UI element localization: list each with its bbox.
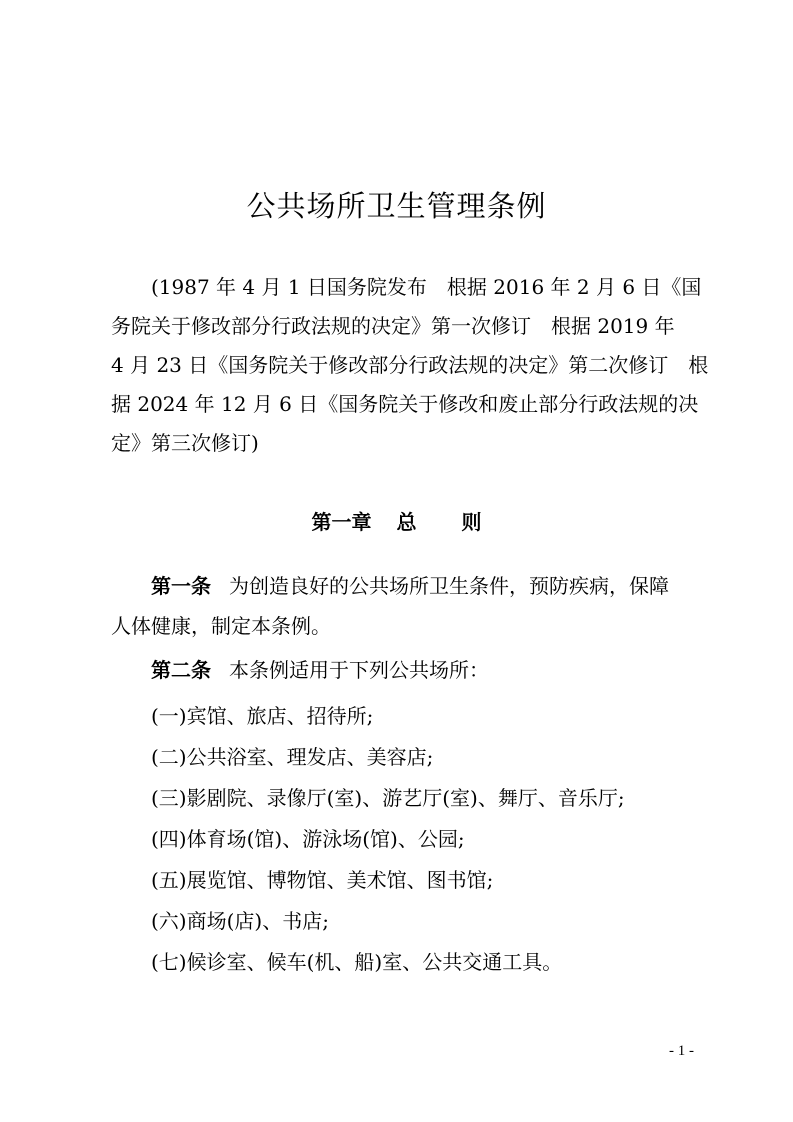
revision-history	[111, 268, 709, 463]
article-text: 本条例适用于下列公共场所：	[229, 658, 489, 682]
history-line: 务院关于修改部分行政法规的决定》第一次修订 根据 2019 年	[111, 314, 675, 338]
history-line: 4 月 23 日《国务院关于修改部分行政法规的决定》第二次修订 根	[111, 353, 709, 377]
article-text: 人体健康，制定本条例。	[111, 614, 331, 638]
chapter-heading	[0, 506, 793, 535]
list-item: (一)宾馆、旅店、招待所;	[151, 704, 374, 728]
history-line: (1987 年 4 月 1 日国务院发布 根据 2016 年 2 月 6 日《国	[151, 275, 702, 299]
list-item: (六)商场(店)、书店;	[151, 909, 329, 933]
history-line: 据 2024 年 12 月 6 日《国务院关于修改和废止部分行政法规的决	[111, 392, 699, 416]
article-label: 第二条	[151, 658, 211, 682]
list-item: (二)公共浴室、理发店、美容店;	[151, 745, 434, 769]
article-1	[111, 566, 701, 646]
list-item: (三)影剧院、录像厅(室)、游艺厅(室)、舞厅、音乐厅;	[151, 786, 625, 810]
chapter-title: 第一章 总 则	[311, 510, 482, 534]
article-text: 为创造良好的公共场所卫生条件，预防疾病，保障	[229, 574, 669, 598]
article-2	[111, 650, 701, 690]
page-number: - 1 -	[669, 1043, 694, 1059]
list-item: (四)体育场(馆)、游泳场(馆)、公园;	[151, 827, 465, 851]
article-label: 第一条	[151, 574, 211, 598]
history-line: 定》第三次修订)	[111, 431, 259, 455]
list-item: (五)展览馆、博物馆、美术馆、图书馆;	[151, 868, 494, 892]
list-item: (七)候诊室、候车(机、船)室、公共交通工具。	[151, 950, 563, 974]
page-title: 公共场所卫生管理条例	[246, 189, 547, 223]
